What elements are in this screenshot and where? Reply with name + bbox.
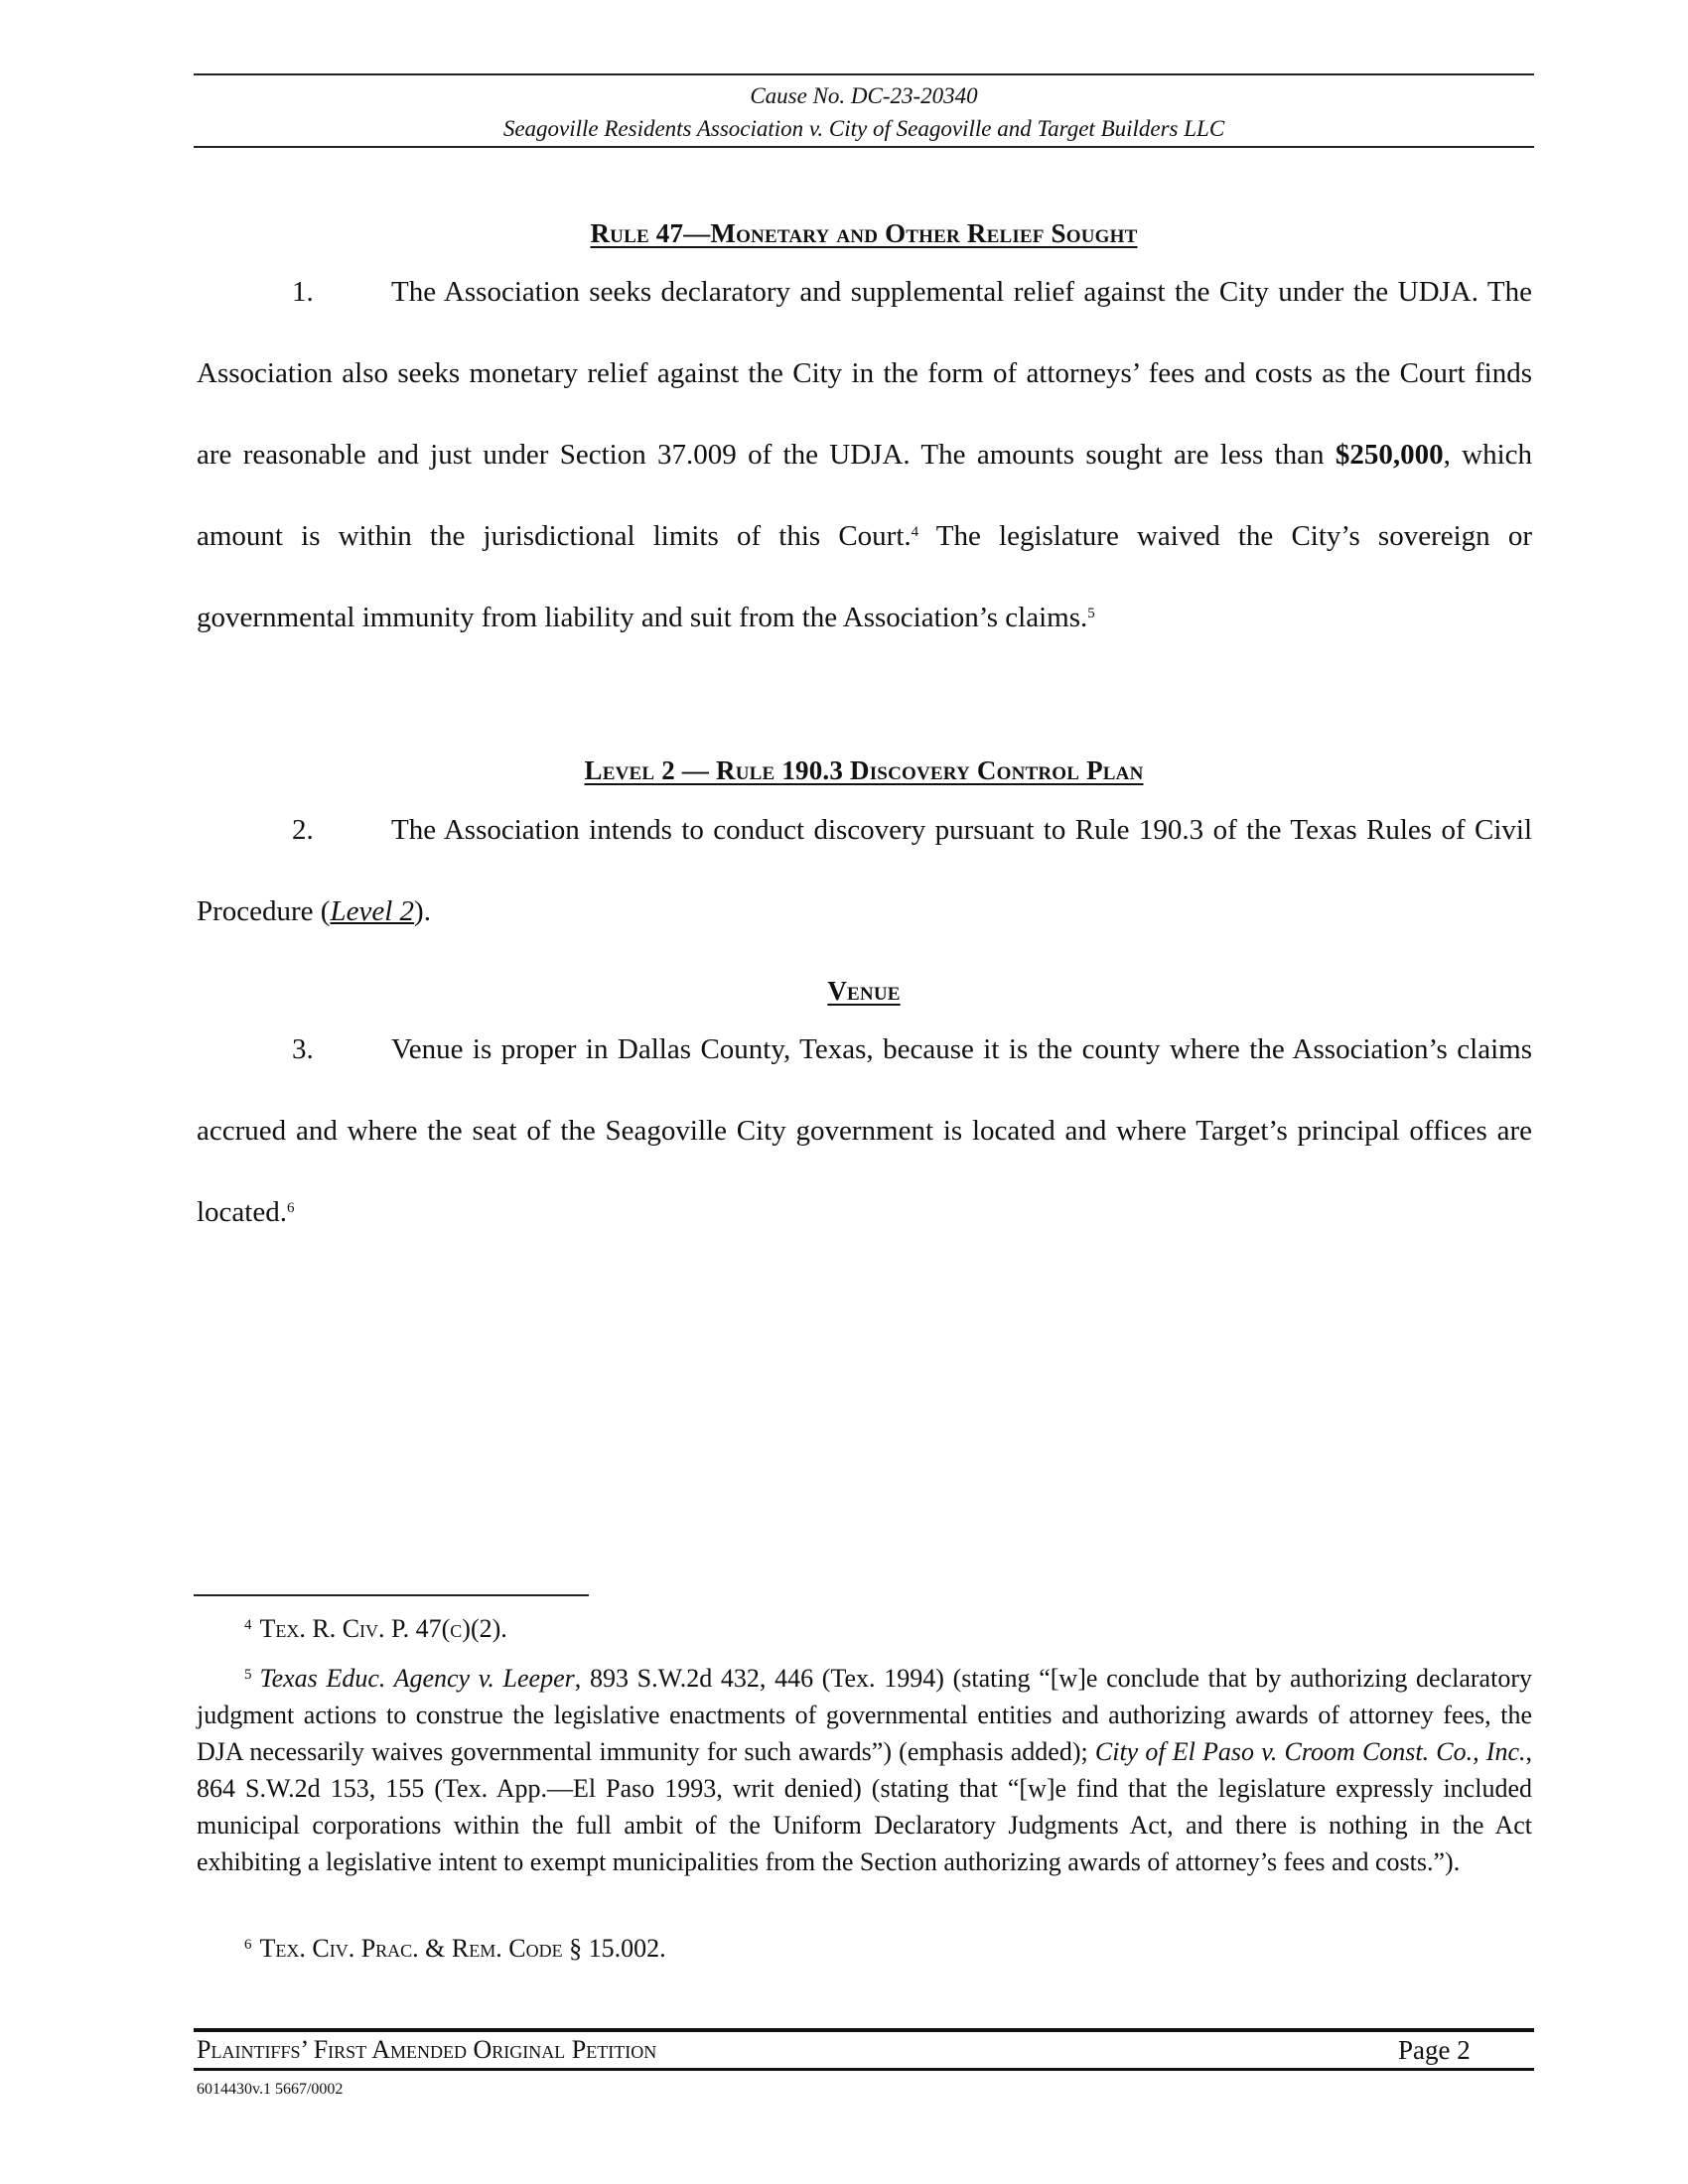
paragraph-number: 1. (292, 276, 314, 308)
section-heading-discovery: Level 2 — Rule 190.3 Discovery Control Plan (584, 755, 1144, 785)
paragraph-text: , which amount is within the jurisdictional limits of this Court. (197, 439, 1532, 552)
paragraph-3 (197, 1009, 1532, 1253)
relief-amount: $250,000 (1335, 439, 1444, 471)
paragraph-text: The Association intends to conduct discovery pursuant to Rule 190.3 of the Texas Rules of Civil Procedure ( (197, 814, 1532, 927)
paragraph-1 (197, 251, 1532, 658)
footnote-text: , 864 S.W.2d 153, 155 (Tex. App.—El Paso 1993, writ denied) (stating that “[w]e find that the legislature expressly included municipal corporations within the full ambit of the Uniform Declaratory Judgments Act, and there is nothing in the Act exhibiting a legislative intent to exempt municipalities from the Section authorizing awards of attorney’s fees and costs.”). (197, 1737, 1533, 1876)
footnote-text: , 893 S.W.2d 432, 446 (Tex. 1994) (stating “[w]e conclude that by authorizing declaratory judgment actions to construe the legislative enactments of governmental entities and authorizing awards of attorney fees, the DJA necessarily waives governmental immunity for such awards”) (emphasis added); (197, 1664, 1532, 1766)
paragraph-number: 2. (292, 814, 314, 846)
footnote-separator (194, 1594, 589, 1596)
footnote-ref: 6 (286, 1200, 295, 1216)
header-top-rule (194, 73, 1534, 75)
footnote-5: 5 Texas Educ. Agency v. Leeper, 893 S.W.2d 432, 446 (Tex. 1994) (stating “[w]e conclude that by authorizing declaratory judgment actions to construe the legislative enactments of governmental entities and authorizing awards of attorney fees, the DJA necessarily waives governmental immunity for such awards”) (emphasis added); City of El Paso v. Croom Const. Co., Inc., 864 S.W.2d 153, 155 (Tex. App.—El Paso 1993, writ denied) (stating that “[w]e find that the legislature expressly included municipal corporations within the full ambit of the Uniform Declaratory Judgments Act, and there is nothing in the Act exhibiting a legislative intent to exempt municipalities from the Section authorizing awards of attorney’s fees and costs.”). (197, 1664, 1533, 1876)
section-heading-rule-47: Rule 47—Monetary and Other Relief Sought (590, 218, 1138, 248)
footer-bottom-rule (194, 2068, 1534, 2071)
footnote-ref: 4 (911, 524, 919, 540)
paragraph-2 (197, 789, 1532, 952)
header-bottom-rule (194, 146, 1534, 148)
paragraph-text: ). (414, 895, 431, 927)
level-2-reference: Level 2 (330, 895, 415, 927)
footnote-text: Tex. Civ. Prac. & Rem. Code § 15.002. (259, 1934, 666, 1963)
paragraph-text: The legislature waived the City’s sovereign or governmental immunity from liability and suit from the Association’s claims. (197, 520, 1532, 633)
document-id: 6014430v.1 5667/0002 (197, 2081, 344, 2098)
case-name: City of El Paso v. Croom Const. Co., Inc. (1094, 1737, 1526, 1766)
paragraph-text: Venue is proper in Dallas County, Texas, because it is the county where the Association’s claims accrued and where the seat of the Seagoville City government is located and where Target’s principal offices are located. (197, 1033, 1532, 1228)
footnote-6: 6 Tex. Civ. Prac. & Rem. Code § 15.002. (244, 1934, 666, 1963)
footnote-ref: 5 (1087, 606, 1095, 621)
footnote-4: 4 Tex. R. Civ. P. 47(c)(2). (244, 1614, 507, 1643)
case-title: Seagoville Residents Association v. City of Seagoville and Target Builders LLC (502, 116, 1225, 141)
paragraph-text: The Association seeks declaratory and supplemental relief against the City under the UDJA. The Association also seeks monetary relief against the City in the form of attorneys’ fees and costs as the Court finds are reasonable and just under Section 37.009 of the UDJA. The amounts sought are less than (197, 276, 1532, 471)
footer-top-rule (194, 2028, 1534, 2032)
cause-number: Cause No. DC-23-20340 (750, 83, 978, 108)
section-heading-venue: Venue (827, 976, 901, 1006)
page-number: Page 2 (1398, 2035, 1471, 2065)
paragraph-number: 3. (292, 1033, 314, 1065)
footer-document-title: Plaintiffs’ First Amended Original Petition (197, 2035, 657, 2064)
case-name: Texas Educ. Agency v. Leeper (259, 1664, 575, 1693)
footnote-text: Tex. R. Civ. P. 47(c)(2). (259, 1614, 507, 1643)
